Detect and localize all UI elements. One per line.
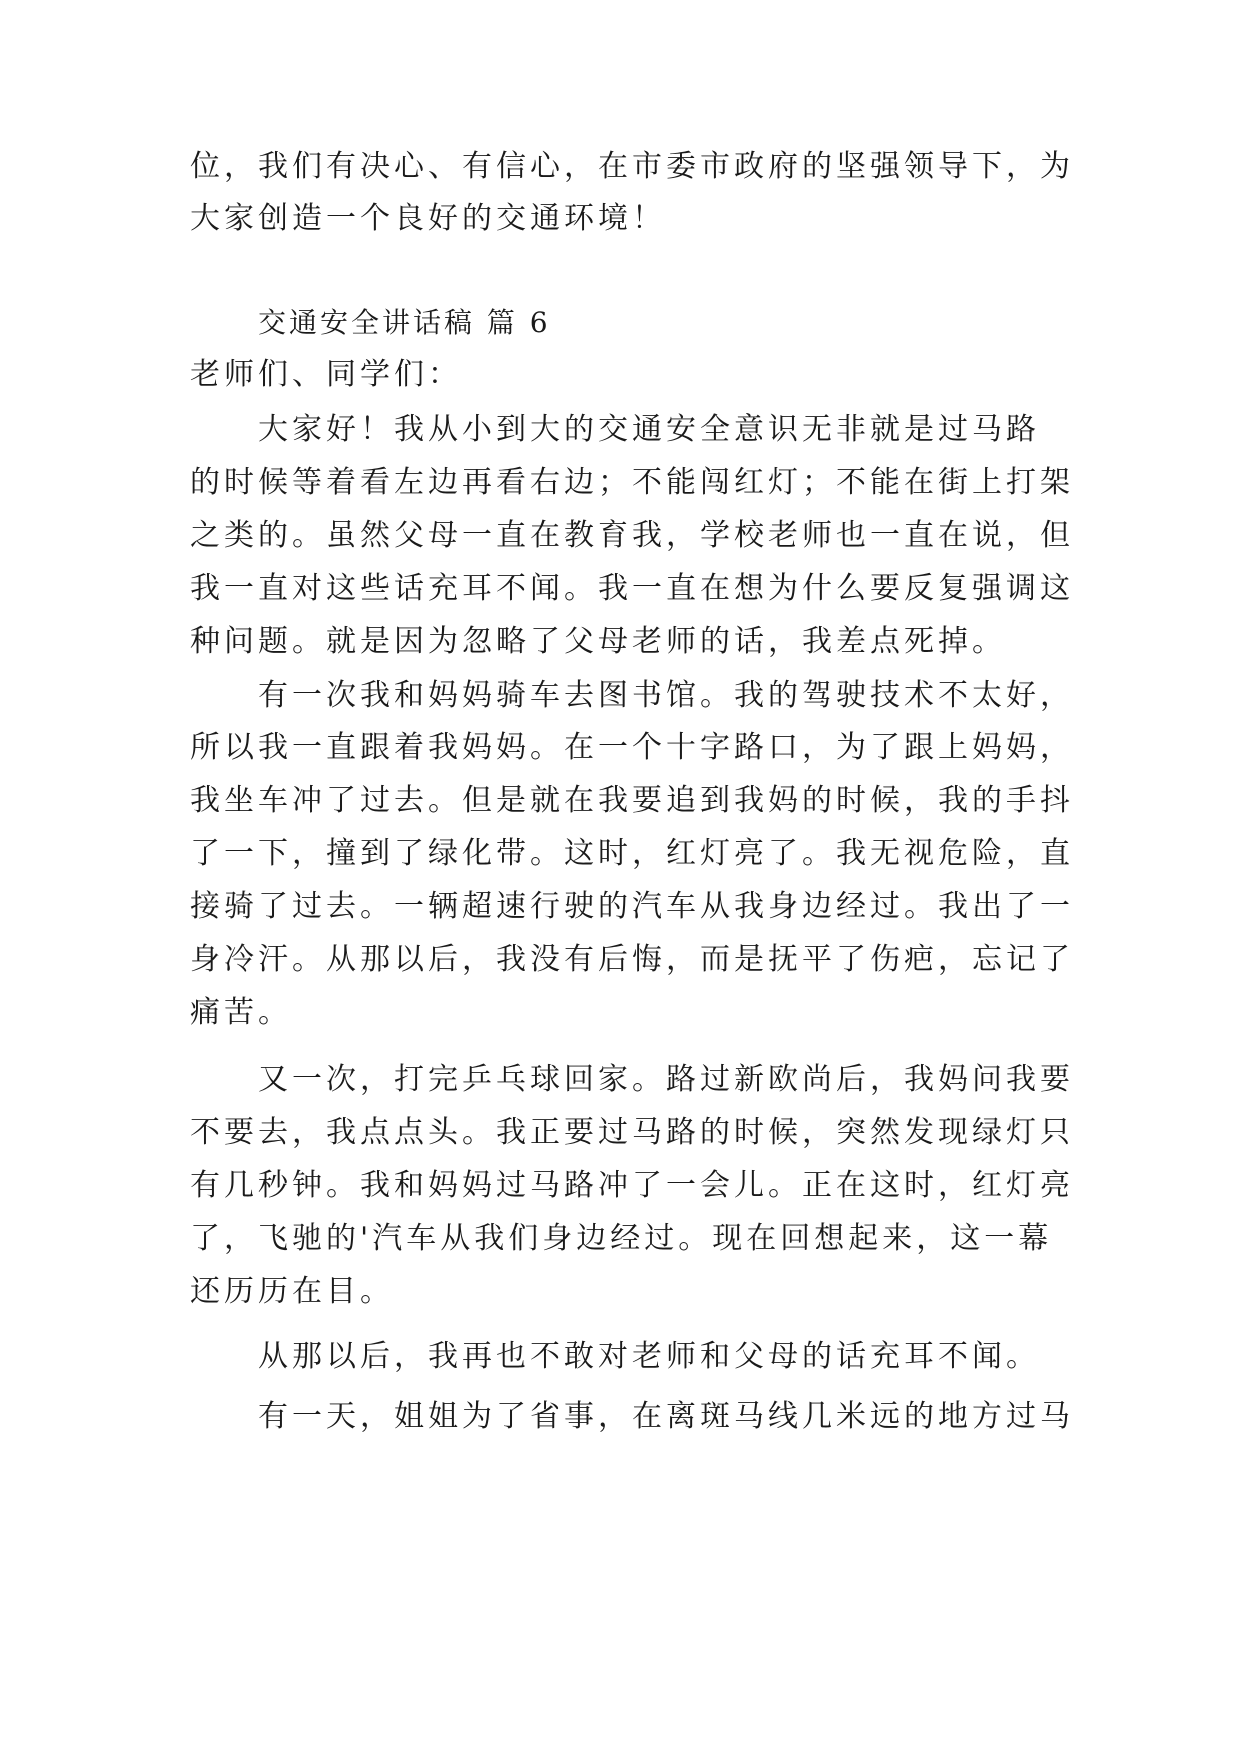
paragraph-line: 我坐车冲了过去。但是就在我要追到我妈的时候，我的手抖 [190, 783, 1074, 818]
paragraph-line: 不要去，我点点头。我正要过马路的时候，突然发现绿灯只 [190, 1115, 1074, 1150]
intro-line: 位，我们有决心、有信心，在市委市政府的坚强领导下，为 [190, 149, 1074, 184]
paragraph-line: 所以我一直跟着我妈妈。在一个十字路口，为了跟上妈妈， [190, 730, 1074, 765]
paragraph-line: 身冷汗。从那以后，我没有后悔，而是抚平了伤疤，忘记了 [190, 942, 1074, 977]
paragraph-line: 又一次，打完乒乓球回家。路过新欧尚后，我妈问我要 [258, 1062, 1074, 1097]
paragraph-line: 有几秒钟。我和妈妈过马路冲了一会儿。正在这时，红灯亮 [190, 1168, 1074, 1203]
paragraph-line: 了，飞驰的'汽车从我们身边经过。现在回想起来，这一幕 [190, 1221, 1053, 1256]
paragraph-line: 的时候等着看左边再看右边；不能闯红灯；不能在街上打架 [190, 465, 1074, 500]
paragraph-line: 有一天，姐姐为了省事，在离斑马线几米远的地方过马 [258, 1399, 1074, 1434]
paragraph-line: 大家好！我从小到大的交通安全意识无非就是过马路 [258, 412, 1040, 447]
paragraph-line: 接骑了过去。一辆超速行驶的汽车从我身边经过。我出了一 [190, 889, 1074, 924]
intro-line: 大家创造一个良好的交通环境！ [190, 201, 666, 236]
section-title: 交通安全讲话稿 篇 6 [258, 306, 551, 339]
paragraph-line: 从那以后，我再也不敢对老师和父母的话充耳不闻。 [258, 1339, 1040, 1374]
paragraph-line: 之类的。虽然父母一直在教育我，学校老师也一直在说，但 [190, 518, 1074, 553]
paragraph-line: 有一次我和妈妈骑车去图书馆。我的驾驶技术不太好， [258, 678, 1074, 713]
paragraph-line: 了一下，撞到了绿化带。这时，红灯亮了。我无视危险，直 [190, 836, 1074, 871]
salutation: 老师们、同学们： [190, 357, 462, 392]
paragraph-line: 痛苦。 [190, 995, 292, 1030]
paragraph-line: 种问题。就是因为忽略了父母老师的话，我差点死掉。 [190, 624, 1006, 659]
paragraph-line: 我一直对这些话充耳不闻。我一直在想为什么要反复强调这 [190, 571, 1074, 606]
paragraph-line: 还历历在目。 [190, 1274, 394, 1309]
